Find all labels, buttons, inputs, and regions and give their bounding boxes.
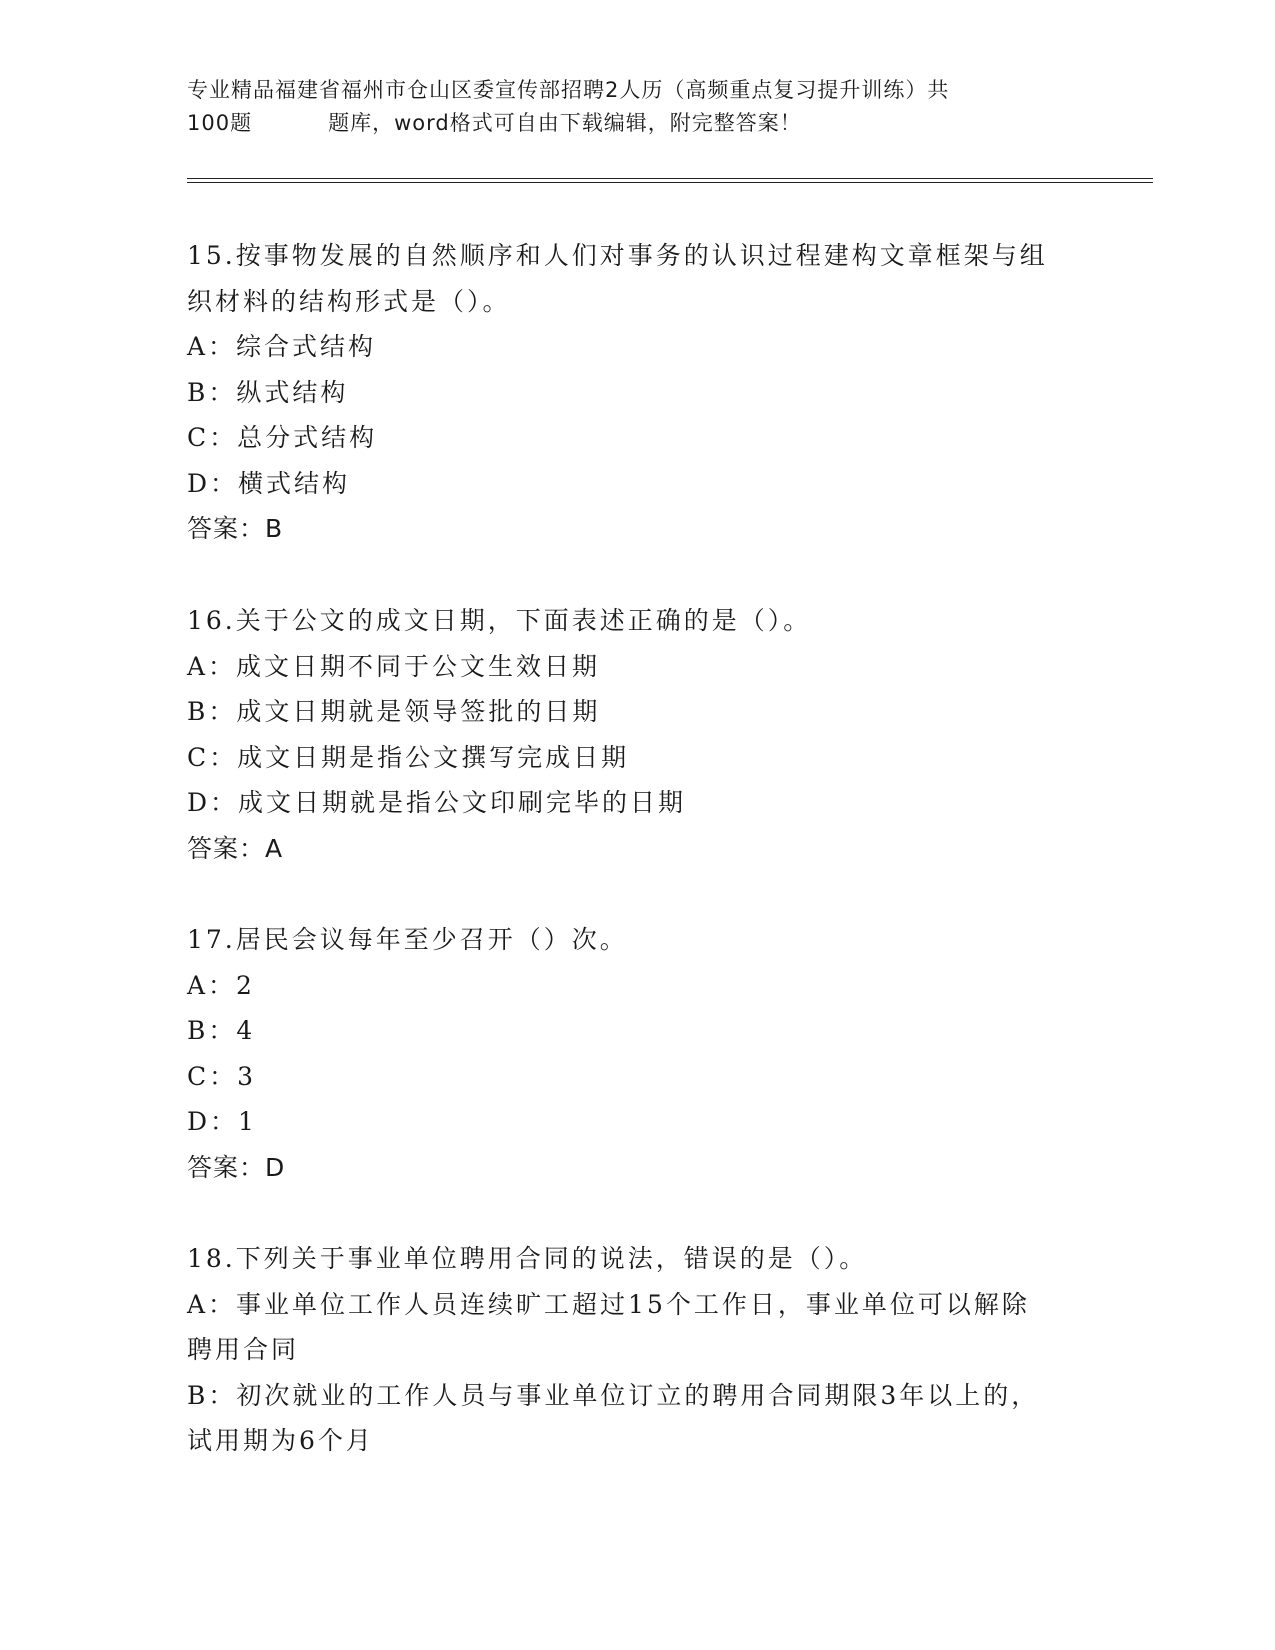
page-header <box>187 74 1087 140</box>
option-c: C：成文日期是指公文撰写完成日期 <box>187 742 630 772</box>
header-description: 题库，word格式可自由下载编辑，附完整答案！ <box>328 111 802 135</box>
option-a-continued: 聘用合同 <box>187 1335 300 1364</box>
question-16 <box>187 598 1087 871</box>
option-b: B：纵式结构 <box>187 377 349 407</box>
answer-label: 答案：B <box>187 514 284 543</box>
question-18 <box>187 1236 1087 1464</box>
question-stem: 15.按事物发展的自然顺序和人们对事务的认识过程建构文章框架与组 <box>187 241 1048 270</box>
option-a: A：事业单位工作人员连续旷工超过15个工作日，事业单位可以解除 <box>187 1289 1030 1319</box>
header-question-count: 100题 <box>187 111 253 135</box>
option-a: A：综合式结构 <box>187 332 377 361</box>
option-d: D：成文日期就是指公文印刷完毕的日期 <box>187 788 687 817</box>
question-17 <box>187 917 1087 1190</box>
header-divider <box>187 178 1153 183</box>
question-stem: 17.居民会议每年至少召开（）次。 <box>187 925 628 954</box>
option-b-continued: 试用期为6个月 <box>187 1426 374 1455</box>
question-15 <box>187 233 1087 552</box>
answer-label: 答案：A <box>187 833 284 863</box>
question-stem: 18.下列关于事业单位聘用合同的说法，错误的是（）。 <box>187 1244 868 1273</box>
option-a: A：成文日期不同于公文生效日期 <box>187 651 601 681</box>
option-c: C：总分式结构 <box>187 423 378 452</box>
option-c: C：3 <box>187 1061 257 1091</box>
option-b: B：成文日期就是领导签批的日期 <box>187 697 601 726</box>
option-d: D：1 <box>187 1107 257 1136</box>
question-stem: 织材料的结构形式是（）。 <box>187 286 511 316</box>
question-stem: 16.关于公文的成文日期，下面表述正确的是（）。 <box>187 606 812 635</box>
header-subtitle-line <box>187 107 1087 140</box>
option-b: B：初次就业的工作人员与事业单位订立的聘用合同期限3年以上的， <box>187 1380 1040 1410</box>
answer-label: 答案：D <box>187 1152 286 1182</box>
option-b: B：4 <box>187 1016 256 1045</box>
option-a: A：2 <box>187 970 255 1000</box>
option-d: D：横式结构 <box>187 468 351 498</box>
header-title-line: 专业精品福建省福州市仓山区委宣传部招聘2人历（高频重点复习提升训练）共 <box>187 78 950 102</box>
